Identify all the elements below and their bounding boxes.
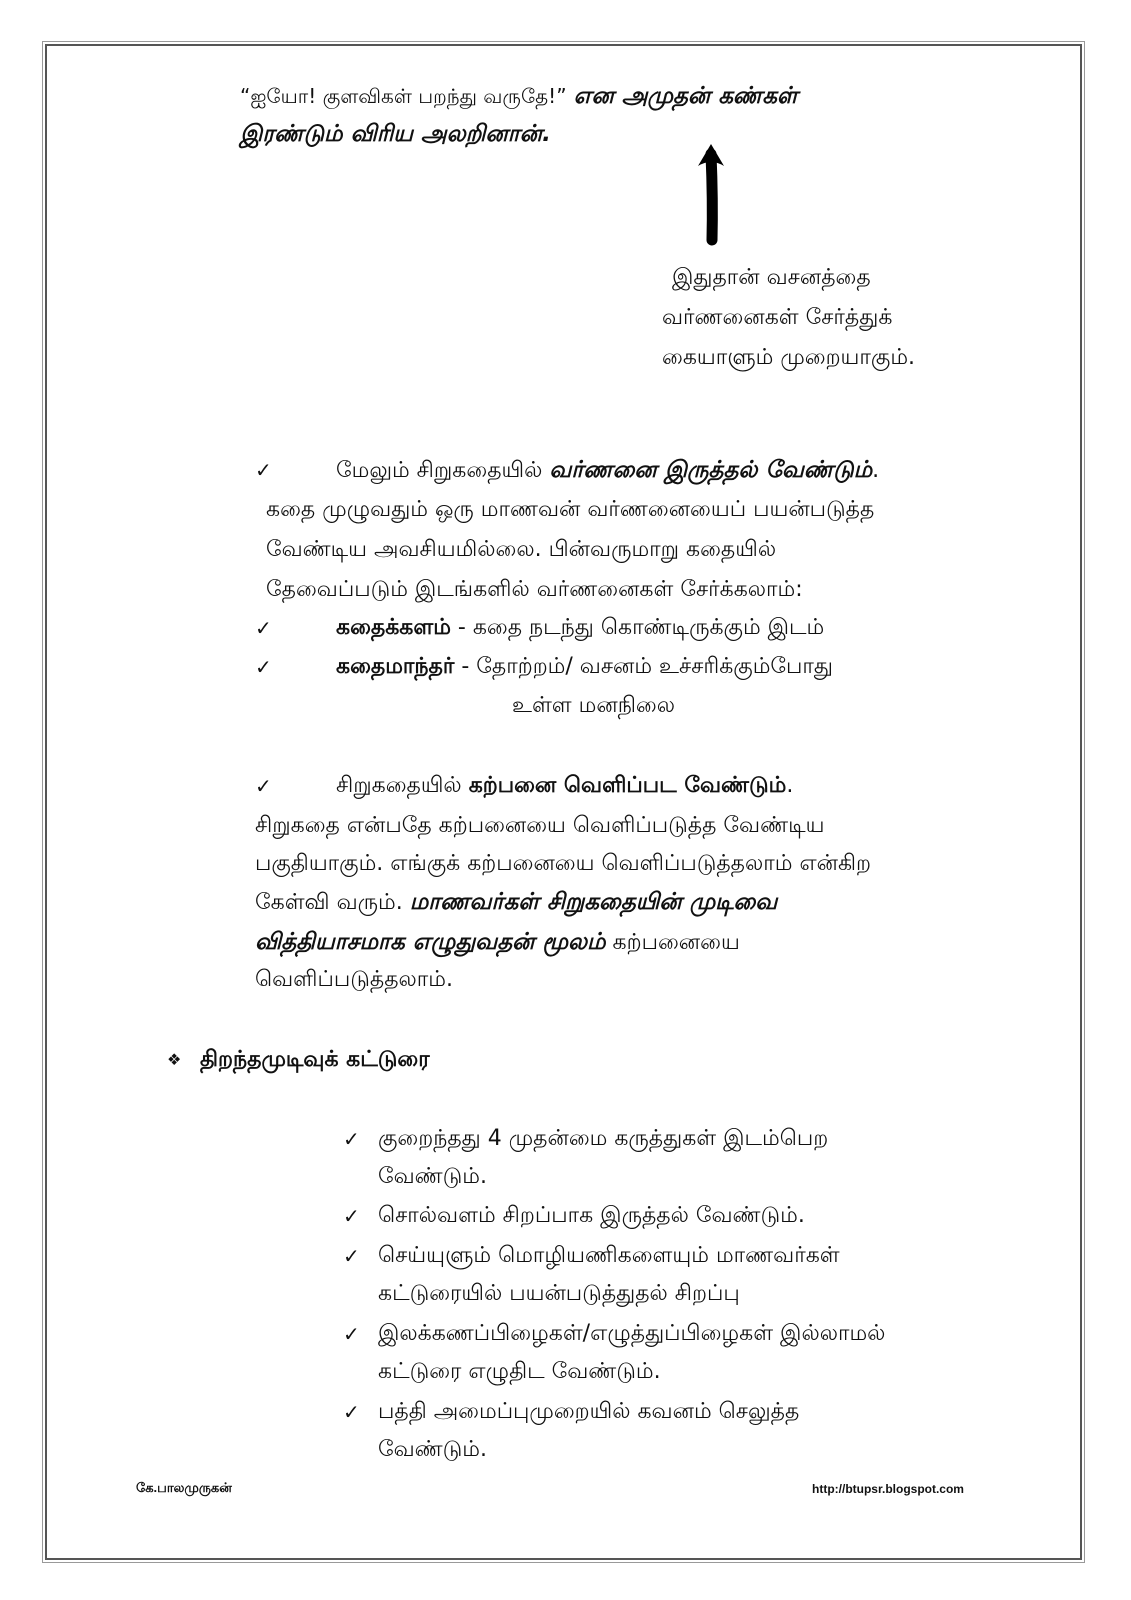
description-intro-text: மேலும் சிறுகதையில் [336,458,543,483]
check-icon: ✓ [255,774,272,798]
footer-author: கே.பாலமுருகன் [136,1480,232,1495]
item-desc: - கதை நடந்து கொண்டிருக்கும் இடம் [450,615,825,640]
description-body-3: தேவைப்படும் இடங்களில் வர்ணனைகள் சேர்க்கலாம்: [266,577,803,602]
description-body-1: கதை முழுவதும் ஒரு மாணவன் வர்ணனையைப் பயன்படுத்த [266,497,875,522]
check-icon: ✓ [343,1204,360,1228]
description-body-2: வேண்டிய அவசியமில்லை. பின்வருமாறு கதையில் [266,537,777,562]
check-icon: ✓ [255,655,272,679]
imagination-intro [336,766,793,806]
footer-url[interactable]: http://btupsr.blogspot.com [812,1482,964,1496]
item-term: கதைமாந்தர் [336,654,455,679]
check-icon: ✓ [255,458,272,482]
check-icon: ✓ [255,616,272,640]
description-item-1 [336,608,824,648]
item-term: கதைக்களம் [336,615,451,640]
imagination-intro-text: சிறுகதையில் [336,773,462,798]
essay-point-5-line-1: பத்தி அமைப்புமுறையில் கவனம் செலுத்த [378,1399,800,1424]
up-arrow-icon [690,140,732,250]
imagination-line-3: பகுதியாகும். எங்குக் கற்பனையை வெளிப்படுத்தலாம் என்கிற [255,851,871,876]
essay-point-1-line-1: குறைந்தது 4 முதன்மை கருத்துகள் இடம்பெற [378,1126,829,1151]
annotation-line-2: வர்ணனைகள் சேர்த்துக் [662,305,893,330]
annotation-line-1: இதுதான் வசனத்தை [672,265,871,290]
imagination-emphasis: கற்பனை வெளிப்பட வேண்டும் [468,773,787,798]
description-item-2 [336,647,833,687]
diamond-bullet-icon: ❖ [167,1050,182,1069]
imagination-line-2: சிறுகதை என்பதே கற்பனையை வெளிப்படுத்த வேண்டிய [255,813,825,838]
essay-point-3-line-2: கட்டுரையில் பயன்படுத்துதல் சிறப்பு [378,1281,740,1306]
essay-point-4-line-2: கட்டுரை எழுதிட வேண்டும். [378,1359,661,1384]
imagination-line-5 [255,922,740,963]
essay-point-1-line-2: வேண்டும். [378,1164,488,1189]
imagination-intro-end: . [786,773,794,798]
check-icon: ✓ [343,1244,360,1268]
check-icon: ✓ [343,1322,360,1346]
annotation-line-3: கையாளும் முறையாகும். [662,345,916,370]
dialogue-narration-1: என அமுதன் கண்கள் [573,83,798,109]
imagination-line-6: வெளிப்படுத்தலாம். [255,967,453,992]
imagination-line-4-plain: கேள்வி வரும். [255,890,403,915]
dialogue-narration-2: இரண்டும் விரிய அலறினான். [240,121,551,147]
check-icon: ✓ [343,1127,360,1151]
dialogue-line-1 [240,76,798,117]
imagination-line-5-plain: கற்பனையை [605,930,740,955]
description-item-2-cont: உள்ள மனநிலை [512,693,675,718]
essay-point-3-line-1: செய்யுளும் மொழியணிகளையும் மாணவர்கள் [378,1243,840,1268]
item-desc: - தோற்றம்/ வசனம் உச்சரிக்கும்போது [454,654,833,679]
essay-point-5-line-2: வேண்டும். [378,1437,488,1462]
essay-heading: திறந்தமுடிவுக் கட்டுரை [200,1047,430,1072]
dialogue-quote: “ஐயோ! குளவிகள் பறந்து வருதே!” [240,84,567,108]
essay-point-4-line-1: இலக்கணப்பிழைகள்/எழுத்துப்பிழைகள் இல்லாமல் [378,1321,886,1346]
imagination-line-4 [255,882,777,923]
check-icon: ✓ [343,1400,360,1424]
description-intro [336,450,879,491]
imagination-line-4-emph: மாணவர்கள் சிறுகதையின் முடிவை [409,889,778,915]
description-emphasis: வர்ணனை இருத்தல் வேண்டும் [549,457,873,483]
description-intro-end: . [872,458,880,483]
imagination-line-5-emph: வித்தியாசமாக எழுதுவதன் மூலம் [255,929,606,955]
essay-point-2: சொல்வளம் சிறப்பாக இருத்தல் வேண்டும். [378,1203,805,1228]
